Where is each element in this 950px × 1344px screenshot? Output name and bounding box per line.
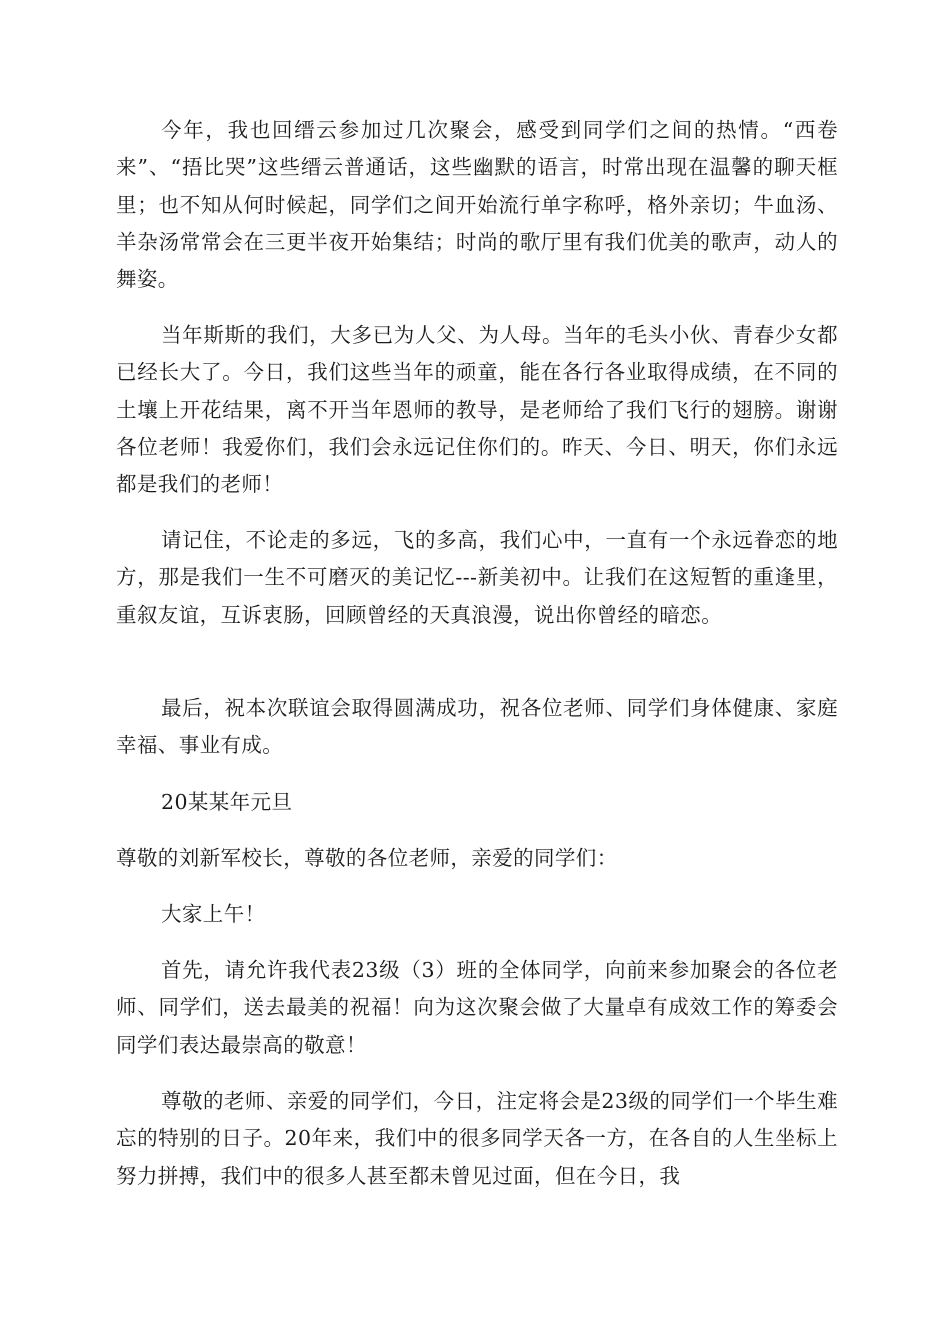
greeting-line: 大家上午！	[161, 902, 266, 926]
paragraph-closing-wishes: 最后，祝本次联谊会取得圆满成功，祝各位老师、同学们身体健康、家庭幸福、事业有成。	[116, 696, 838, 758]
paragraph-thanks-teachers: 当年斯斯的我们，大多已为人父、为人母。当年的毛头小伙、青春少女都已经长大了。今日，我们这些当年的顽童，能在各行各业取得成绩，在不同的土壤上开花结果，离不开当年恩师的教导，是老师给了我们飞行的翅膀。谢谢各位老师！我爱你们，我们会永远记住你们的。昨天、今日、明天，你们永远都是我们的老师！	[116, 323, 838, 497]
paragraph-gathering-memories: 今年，我也回缙云参加过几次聚会，感受到同学们之间的热情。“西卷来”、“捂比哭”这些缙云普通话，这些幽默的语言，时常出现在温馨的聊天框里；也不知从何时候起，同学们之间开始流行单字称呼，格外亲切；牛血汤、羊杂汤常常会在三更半夜开始集结；时尚的歌厅里有我们优美的歌声，动人的舞姿。	[116, 118, 838, 292]
paragraph-special-day: 尊敬的老师、亲爱的同学们，今日，注定将会是23级的同学们一个毕生难忘的特别的日子。20年来，我们中的很多同学天各一方，在各自的人生坐标上努力拼搏，我们中的很多人甚至都未曾见过面，但在今日，我	[116, 1089, 838, 1188]
date-line: 20某某年元旦	[161, 790, 293, 814]
salutation-line: 尊敬的刘新军校长，尊敬的各位老师，亲爱的同学们：	[116, 846, 618, 870]
paragraph-opening-thanks: 首先，请允许我代表23级（3）班的全体同学，向前来参加聚会的各位老师、同学们，送去最美的祝福！向为这次聚会做了大量卓有成效工作的筹委会同学们表达最崇高的敬意！	[116, 958, 838, 1057]
paragraph-remember-school: 请记住，不论走的多远，飞的多高，我们心中，一直有一个永远眷恋的地方，那是我们一生不可磨灭的美记忆---新美初中。让我们在这短暂的重逢里，重叙友谊，互诉衷肠，回顾曾经的天真浪漫，说出你曾经的暗恋。	[116, 528, 838, 627]
